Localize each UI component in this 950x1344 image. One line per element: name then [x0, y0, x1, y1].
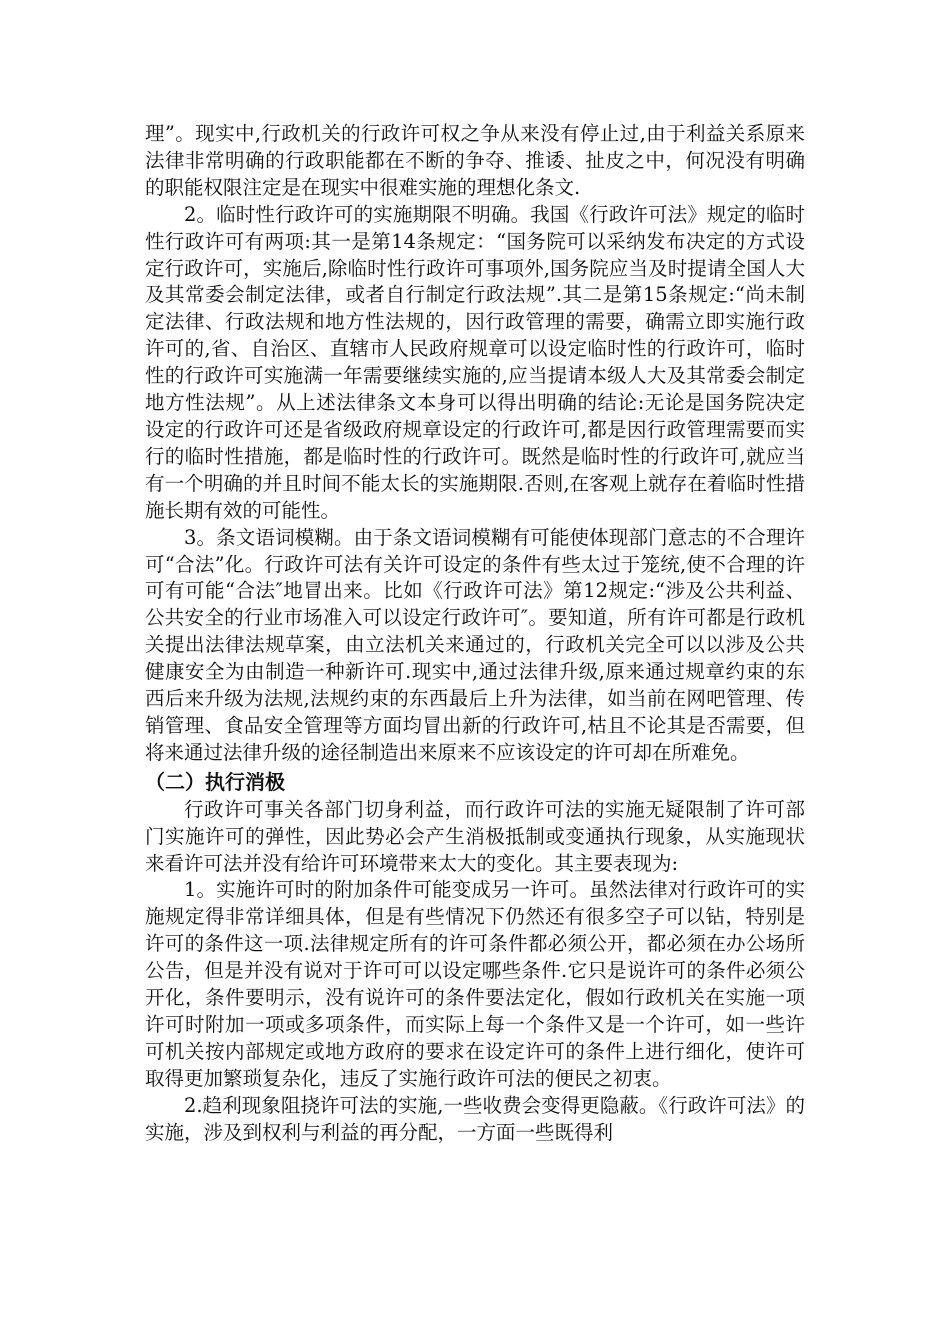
paragraph-item-3: 3。条文语词模糊。由于条文语词模糊有可能使体现部门意志的不合理许可“合法”化。行政许可法有关许可设定的条件有些太过于笼统,使不合理的许可有可能“合法″地冒出来。比如《行政许可法》第12规定:“涉及公共利益、公共安全的行业市场准入可以设定行政许可″。要知道，所有许可都是行政机关提出法律法规草案，由立法机关来通过的，行政机关完全可以以涉及公共健康安全为由制造一种新许可.现实中,通过法律升级,原来通过规章约束的东西后来升级为法规,法规约束的东西最后上升为法律，如当前在网吧管理、传销管理、食品安全管理等方面均冒出新的行政许可,枯且不论其是否需要，但将来通过法律升级的途径制造出来原来不应该设定的许可却在所难免。 [145, 525, 805, 764]
paragraph-item-2: 2。临时性行政许可的实施期限不明确。我国《行政许可法》规定的临时性行政许可有两项:其一是第14条规定：“国务院可以采纳发布决定的方式设定行政许可，实施后,除临时性行政许可事项外,国务院应当及时提请全国人大及其常委会制定法律，或者自行制定行政法规”.其二是第15条规定:“尚未制定法律、行政法规和地方性法规的，因行政管理的需要，确需立即实施行政许可的,省、自治区、直辖市人民政府规章可以设定临时性的行政许可，临时性的行政许可实施满一年需要继续实施的,应当提请本级人大及其常委会制定地方性法规”。从上述法律条文本身可以得出明确的结论:无论是国务院决定设定的行政许可还是省级政府规章设定的行政许可,都是因行政管理需要而实行的临时性措施，都是临时性的行政许可。既然是临时性的行政许可,就应当有一个明确的并且时间不能太长的实施期限.否则,在客观上就存在着临时性措施长期有效的可能性。 [145, 202, 805, 522]
section-heading: （二）执行消极 [145, 769, 285, 794]
document-body [145, 121, 805, 1147]
paragraph-section-intro: 行政许可事关各部门切身利益，而行政许可法的实施无疑限制了许可部门实施许可的弹性，因此势必会产生消极抵制或变通执行现象，从实施现状来看许可法并没有给许可环境带来太大的变化。其主要表现为: [145, 797, 805, 875]
paragraph-item-1: 1。实施许可时的附加条件可能变成另一许可。虽然法律对行政许可的实施规定得非常详细具体，但是有些情况下仍然还有很多空子可以钻，特别是许可的条件这一项.法律规定所有的许可条件都必须公开，都必须在办公场所公告，但是并没有说对于许可可以设定哪些条件.它只是说许可的条件必须公开化，条件要明示，没有说许可的条件要法定化，假如行政机关在实施一项许可时附加一项或多项条件，而实际上每一个条件又是一个许可，如一些许可机关按内部规定或地方政府的要求在设定许可的条件上进行细化，使许可取得更加繁琐复杂化，违反了实施行政许可法的便民之初衷。 [145, 878, 805, 1090]
paragraph-item-2b: 2.趋利现象阻挠许可法的实施,一些收费会变得更隐蔽。《行政许可法》的实施，涉及到权利与利益的再分配，一方面一些既得利 [145, 1093, 805, 1144]
paragraph-continuation: 理”。现实中,行政机关的行政许可权之争从来没有停止过,由于利益关系原来法律非常明确的行政职能都在不断的争夺、推诿、扯皮之中，何况没有明确的职能权限注定是在现实中很难实施的理想化条文. [145, 122, 805, 199]
